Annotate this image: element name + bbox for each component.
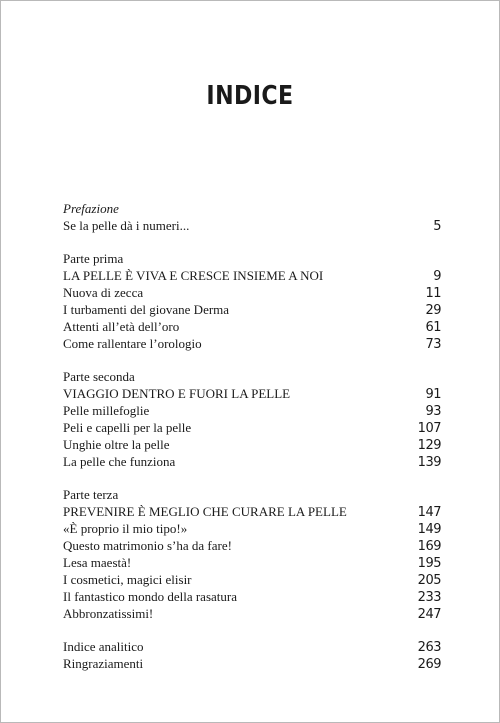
toc-entry bbox=[63, 588, 441, 605]
toc-entry bbox=[63, 318, 441, 335]
toc-entry-label: Lesa maestà! bbox=[63, 555, 132, 570]
toc-entry-label: Unghie oltre la pelle bbox=[63, 437, 170, 452]
section-heading-parte-terza bbox=[63, 486, 441, 503]
toc-entry bbox=[63, 436, 441, 453]
toc-entry-page: 129 bbox=[417, 438, 441, 453]
toc-entry-label: Pelle millefoglie bbox=[63, 403, 150, 418]
toc-entry-page: 263 bbox=[417, 640, 441, 655]
toc-entry-page: 11 bbox=[425, 286, 441, 301]
section-gap bbox=[63, 622, 441, 638]
toc-entry-page: 5 bbox=[433, 219, 441, 234]
toc-entry-page: 269 bbox=[417, 657, 441, 672]
toc-entry bbox=[63, 419, 441, 436]
toc-entry bbox=[63, 655, 441, 672]
toc-entry-label: «È proprio il mio tipo!» bbox=[63, 521, 188, 536]
toc-entry-label: Se la pelle dà i numeri... bbox=[63, 218, 190, 233]
toc-entry-label: La pelle che funziona bbox=[63, 454, 176, 469]
toc-entry-page: 247 bbox=[417, 607, 441, 622]
toc-entry bbox=[63, 453, 441, 470]
toc-entry-page: 107 bbox=[417, 421, 441, 436]
section-gap bbox=[63, 234, 441, 250]
section-heading-parte-seconda bbox=[63, 368, 441, 385]
section-heading-label: Parte prima bbox=[63, 251, 124, 266]
section-gap bbox=[63, 470, 441, 486]
toc-entry-label: I turbamenti del giovane Derma bbox=[63, 302, 230, 317]
page-title: INDICE bbox=[206, 81, 294, 111]
toc-entry bbox=[63, 267, 441, 284]
toc-entry-label: Il fantastico mondo della rasatura bbox=[63, 589, 237, 604]
toc-entry-label: I cosmetici, magici elisir bbox=[63, 572, 192, 587]
toc-entry-page: 147 bbox=[417, 505, 441, 520]
toc-entry-page: 169 bbox=[417, 539, 441, 554]
toc-entry-page: 93 bbox=[425, 404, 441, 419]
toc-entry bbox=[63, 385, 441, 402]
toc-entry-label: LA PELLE È VIVA E CRESCE INSIEME A NOI bbox=[63, 268, 324, 283]
toc-entry-label: Abbronzatissimi! bbox=[63, 606, 154, 621]
toc-entry-label: Ringraziamenti bbox=[63, 656, 144, 671]
toc-entry bbox=[63, 638, 441, 655]
table-of-contents bbox=[63, 200, 441, 672]
toc-entry-label: VIAGGIO DENTRO E FUORI LA PELLE bbox=[63, 386, 291, 401]
toc-entry-page: 91 bbox=[425, 387, 441, 402]
section-heading-label: Parte terza bbox=[63, 487, 119, 502]
toc-entry bbox=[63, 537, 441, 554]
toc-entry-label: PREVENIRE È MEGLIO CHE CURARE LA PELLE bbox=[63, 504, 347, 519]
toc-entry-page: 9 bbox=[433, 269, 441, 284]
toc-entry-label: Indice analitico bbox=[63, 639, 144, 654]
toc-entry bbox=[63, 571, 441, 588]
toc-entry bbox=[63, 605, 441, 622]
toc-entry-page: 29 bbox=[425, 303, 441, 318]
toc-entry bbox=[63, 335, 441, 352]
toc-entry bbox=[63, 217, 441, 234]
section-heading-prefazione bbox=[63, 200, 441, 217]
toc-entry bbox=[63, 402, 441, 419]
toc-entry-label: Come rallentare l’orologio bbox=[63, 336, 202, 351]
section-gap bbox=[63, 352, 441, 368]
toc-entry-page: 139 bbox=[417, 455, 441, 470]
toc-entry bbox=[63, 520, 441, 537]
toc-entry bbox=[63, 503, 441, 520]
section-heading-label: Parte seconda bbox=[63, 369, 135, 384]
toc-entry-label: Peli e capelli per la pelle bbox=[63, 420, 192, 435]
toc-entry-page: 149 bbox=[417, 522, 441, 537]
toc-entry-label: Nuova di zecca bbox=[63, 285, 144, 300]
toc-entry-page: 195 bbox=[417, 556, 441, 571]
toc-entry bbox=[63, 301, 441, 318]
toc-entry-page: 233 bbox=[417, 590, 441, 605]
toc-entry-page: 73 bbox=[425, 337, 441, 352]
toc-entry bbox=[63, 554, 441, 571]
toc-entry bbox=[63, 284, 441, 301]
toc-entry-page: 61 bbox=[425, 320, 441, 335]
toc-entry-page: 205 bbox=[417, 573, 441, 588]
toc-entry-label: Attenti all’età dell’oro bbox=[63, 319, 180, 334]
toc-entry-label: Questo matrimonio s’ha da fare! bbox=[63, 538, 232, 553]
section-heading-parte-prima bbox=[63, 250, 441, 267]
section-heading-label: Prefazione bbox=[63, 201, 119, 216]
